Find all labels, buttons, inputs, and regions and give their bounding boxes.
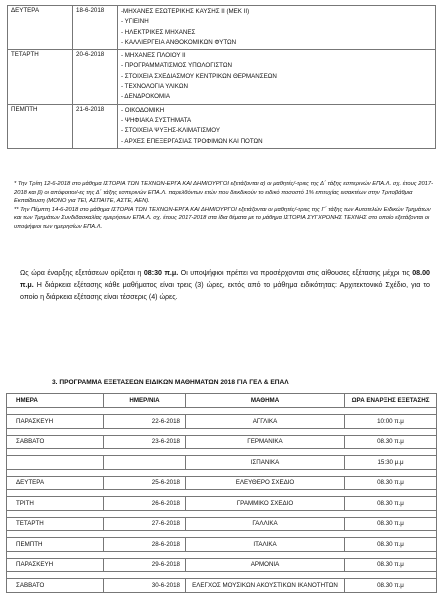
date-cell: 26-6-2018 bbox=[104, 497, 186, 511]
date-cell: 23-6-2018 bbox=[104, 435, 186, 449]
subject-cell: ΓΑΛΛΙΚΑ bbox=[186, 517, 345, 531]
subject-item: - ΥΓΙΕΙΝΗ bbox=[121, 18, 149, 26]
date-cell: 25-6-2018 bbox=[104, 476, 186, 490]
subject-item: - ΑΡΧΕΣ ΕΠΕΞΕΡΓΑΣΙΑΣ ΤΡΟΦΙΜΩΝ ΚΑΙ ΠΟΤΩΝ bbox=[121, 137, 263, 145]
day-cell: ΣΑΒΒΑΤΟ bbox=[7, 579, 104, 593]
spacer-row bbox=[7, 469, 437, 476]
date-cell: 30-6-2018 bbox=[104, 579, 186, 593]
day-cell: ΠΕΜΠΤΗ bbox=[7, 538, 104, 552]
subject-item: - ΤΕΧΝΟΛΟΓΙΑ ΥΛΙΚΩΝ bbox=[121, 83, 188, 91]
subject-item: - ΨΗΦΙΑΚΑ ΣΥΣΤΗΜΑΤΑ bbox=[121, 116, 192, 124]
footnotes bbox=[14, 180, 434, 232]
table-row bbox=[7, 517, 437, 531]
subjects-cell bbox=[118, 50, 436, 104]
spacer-row bbox=[7, 408, 437, 415]
subject-item: - ΜΗΧΑΝΕΣ ΠΛΟΙΟΥ ΙΙ bbox=[121, 52, 186, 60]
header-subject: ΜΑΘΗΜΑ bbox=[186, 394, 345, 408]
exam-time-paragraph bbox=[20, 267, 430, 303]
spacer-row bbox=[7, 428, 437, 435]
date-cell: 27-6-2018 bbox=[104, 517, 186, 531]
table-row bbox=[8, 6, 436, 50]
exam-schedule-table bbox=[6, 393, 437, 593]
date-cell bbox=[104, 456, 186, 470]
table-row bbox=[7, 435, 437, 449]
subject-cell: ΙΤΑΛΙΚΑ bbox=[186, 538, 345, 552]
header-date: ΗΜΕΡ/ΝΙΑ bbox=[104, 394, 186, 408]
time-cell: 08.30 π.μ bbox=[345, 476, 437, 490]
subject-cell: ΕΛΕΓΧΟΣ ΜΟΥΣΙΚΩΝ ΑΚΟΥΣΤΙΚΩΝ ΙΚΑΝΟΤΗΤΩΝ bbox=[186, 579, 345, 593]
footnote-1: * Την Τρίτη 12-6-2018 στο μάθημα ΙΣΤΟΡΙΑ ΤΩΝ ΤΕΧΝΩΝ-ΕΡΓΑ ΚΑΙ ΔΗΜΙΟΥΡΓΟΙ εξετάζονται α) οι μαθητές/-τριες της Δ΄ τάξης εσπερινών ΕΠΑ.Λ. σχ. έτους 2017-2018 και β) οι απόφοιτοι/-ες της Δ΄ τάξης εσπερινών ΕΠΑ.Λ. παρελθόντων ετών που διεκδικούν το ειδικό ποσοστό 1% επιτυχίας εισακτέων στην Τριτοβάθμια Εκπαίδευση (ΜΟΝΟ για ΤΕΙ, ΑΣΠΑΙΤΕ, ΑΣΤΕ, ΑΕΝ). bbox=[14, 181, 434, 205]
subject-item: - ΣΤΟΙΧΕΙΑ ΣΧΕΔΙΑΣΜΟΥ ΚΕΝΤΡΙΚΩΝ ΘΕΡΜΑΝΣΕΩΝ bbox=[121, 72, 277, 80]
time-cell: 10:00 π.μ bbox=[345, 415, 437, 429]
day-cell: ΠΕΜΠΤΗ bbox=[8, 104, 73, 148]
day-cell: ΔΕΥΤΕΡΑ bbox=[8, 6, 73, 50]
section-title: 3. ΠΡΟΓΡΑΜΜΑ ΕΞΕΤΑΣΕΩΝ ΕΙΔΙΚΩΝ ΜΑΘΗΜΑΤΩΝ 2018 ΓΙΑ ΓΕΛ & ΕΠΑΛ bbox=[52, 379, 289, 386]
subject-cell: ΙΣΠΑΝΙΚΑ bbox=[186, 456, 345, 470]
spacer-row bbox=[7, 449, 437, 456]
day-cell: ΣΑΒΒΑΤΟ bbox=[7, 435, 104, 449]
subject-cell: ΓΕΡΜΑΝΙΚΑ bbox=[186, 435, 345, 449]
subject-cell: ΓΡΑΜΜΙΚΟ ΣΧΕΔΙΟ bbox=[186, 497, 345, 511]
table-row bbox=[7, 456, 437, 470]
day-cell: ΤΕΤΑΡΤΗ bbox=[7, 517, 104, 531]
day-cell: ΠΑΡΑΣΚΕΥΗ bbox=[7, 558, 104, 572]
table-row bbox=[7, 579, 437, 593]
spacer-row bbox=[7, 510, 437, 517]
date-cell: 28-6-2018 bbox=[104, 538, 186, 552]
time-cell: 08.30 π.μ bbox=[345, 538, 437, 552]
spacer-row bbox=[7, 490, 437, 497]
table-row bbox=[8, 50, 436, 104]
spacer-row bbox=[7, 572, 437, 579]
top-schedule-table bbox=[7, 5, 436, 149]
day-cell: ΠΑΡΑΣΚΕΥΗ bbox=[7, 415, 104, 429]
day-cell bbox=[7, 456, 104, 470]
time-text-1: Ως ώρα έναρξης εξετάσεων ορίζεται η bbox=[20, 269, 144, 277]
start-time: 08:30 π.μ. bbox=[143, 269, 179, 277]
subject-item: - ΚΑΛΛΙΕΡΓΕΙΑ ΑΝΘΟΚΟΜΙΚΩΝ ΦΥΤΩΝ bbox=[121, 38, 237, 46]
date-cell: 20-6-2018 bbox=[73, 50, 118, 104]
subject-cell: ΕΛΕΥΘΕΡΟ ΣΧΕΔΙΟ bbox=[186, 476, 345, 490]
date-cell: 22-6-2018 bbox=[104, 415, 186, 429]
subject-item: - ΠΡΟΓΡΑΜΜΑΤΙΣΜΟΣ ΥΠΟΛΟΓΙΣΤΩΝ bbox=[121, 62, 232, 70]
table-row bbox=[7, 538, 437, 552]
subject-item: -ΜΗΧΑΝΕΣ ΕΣΩΤΕΡΙΚΗΣ ΚΑΥΣΗΣ ΙΙ (ΜΕΚ ΙΙ) bbox=[121, 8, 250, 15]
day-cell: ΤΕΤΑΡΤΗ bbox=[8, 50, 73, 104]
time-cell: 08.30 π.μ bbox=[345, 579, 437, 593]
table-row bbox=[7, 476, 437, 490]
header-day: ΗΜΕΡΑ bbox=[7, 394, 104, 408]
day-cell: ΤΡΙΤΗ bbox=[7, 497, 104, 511]
subject-item: - ΟΙΚΟΔΟΜΙΚΗ bbox=[121, 106, 165, 114]
table-header-row bbox=[7, 394, 437, 408]
date-cell: 29-6-2018 bbox=[104, 558, 186, 572]
subject-item: - ΗΛΕΚΤΡΙΚΕΣ ΜΗΧΑΝΕΣ bbox=[121, 28, 196, 36]
spacer-row bbox=[7, 531, 437, 538]
table-row bbox=[8, 104, 436, 148]
subject-cell: ΑΡΜΟΝΙΑ bbox=[186, 558, 345, 572]
date-cell: 18-6-2018 bbox=[73, 6, 118, 50]
time-cell: 08.30 π.μ bbox=[345, 517, 437, 531]
time-text-3: Η διάρκεια εξέτασης κάθε μαθήματος είναι τρεις (3) ώρες, εκτός από το μάθημα ειδικότητας: Αρχιτεκτονικό Σχέδιο, για το οποίο η διάρκεια εξέτασης είναι τέσσερις (4) ώρες. bbox=[20, 281, 430, 301]
header-time: ΩΡΑ ΕΝΑΡΞΗΣ ΕΞΕΤΑΣΗΣ bbox=[345, 394, 437, 408]
subject-cell: ΑΓΓΛΙΚΑ bbox=[186, 415, 345, 429]
footnote-2: ** Την Πέμπτη 14-6-2018 στο μάθημα ΙΣΤΟΡΙΑ ΤΩΝ ΤΕΧΝΩΝ-ΕΡΓΑ ΚΑΙ ΔΗΜΙΟΥΡΓΟΙ εξετάζονται οι μαθητές/-τριες της Γ΄ τάξης των Αυτοτελών Ειδικών Τμημάτων και των Τμημάτων Συνδιδασκαλίας ημερήσιων ΕΠΑ.Λ. σχ. έτους 2017-2018 στα ίδια θέματα με το μάθημα ΙΣΤΟΡΙΑ ΣΥΓΧΡΟΝΗΣ ΤΕΧΝΗΣ στο οποίο εξετάζονται οι υποψήφιοι των ημερησίων ΕΠΑ.Λ. bbox=[14, 206, 431, 230]
subject-item: - ΔΕΝΔΡΟΚΟΜΙΑ bbox=[121, 93, 170, 101]
time-cell: 08.30 π.μ bbox=[345, 435, 437, 449]
time-text-2: Οι υποψήφιοι πρέπει να προσέρχονται στις αίθουσες εξέτασης μέχρι τις bbox=[178, 269, 413, 277]
date-cell: 21-6-2018 bbox=[73, 104, 118, 148]
time-cell: 15:30 μ.μ bbox=[345, 456, 437, 470]
spacer-row bbox=[7, 551, 437, 558]
subjects-cell bbox=[118, 104, 436, 148]
day-cell: ΔΕΥΤΕΡΑ bbox=[7, 476, 104, 490]
arrival-time: 08.00 π.μ. bbox=[20, 269, 430, 289]
table-row bbox=[7, 415, 437, 429]
time-cell: 08.30 π.μ bbox=[345, 558, 437, 572]
table-row bbox=[7, 558, 437, 572]
subjects-cell bbox=[118, 6, 436, 50]
subject-item: - ΣΤΟΙΧΕΙΑ ΨΥΞΗΣ-ΚΛΙΜΑΤΙΣΜΟΥ bbox=[121, 127, 220, 135]
time-cell: 08.30 π.μ bbox=[345, 497, 437, 511]
table-row bbox=[7, 497, 437, 511]
